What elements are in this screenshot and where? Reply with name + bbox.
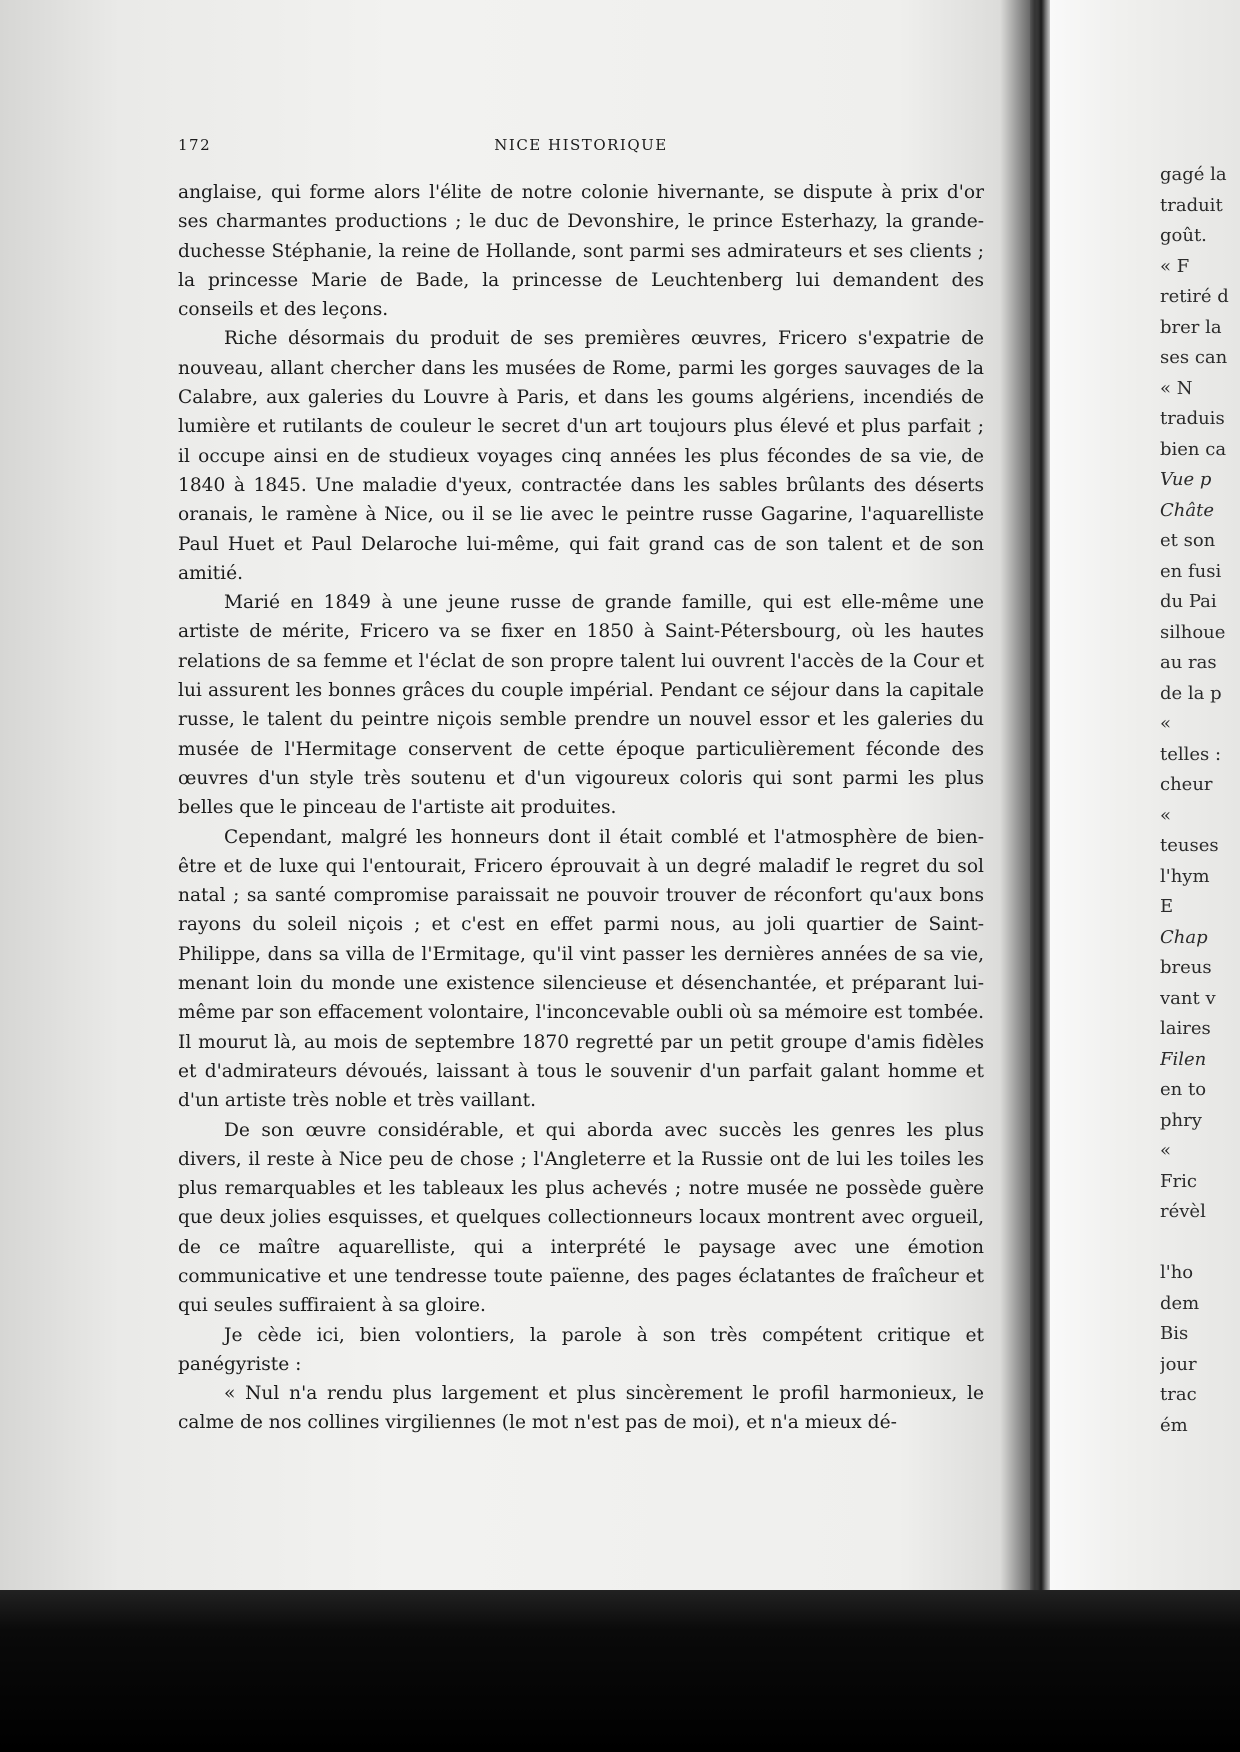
facing-page-line: teuses [1160, 835, 1219, 856]
facing-page-line: bien ca [1160, 438, 1227, 460]
facing-page-line [1160, 1228, 1240, 1259]
paragraph: Cependant, malgré les honneurs dont il était comblé et l'atmosphère de bien-être et de luxe qui l'entourait, Fricero éprouvait à un degré maladif le regret du sol natal ; sa santé compromise paraissait ne pouvoir trouver de réconfort qu'aux bons rayons du soleil niçois ; et c'est en effet parmi nous, au joli quartier de Saint-Philippe, dans sa villa de l'Ermitage, qu'il vint passer les dernières années de sa vie, menant loin du monde une existence silencieuse et désenchantée, et préparant lui-même par son effacement volontaire, l'inconcevable oubli où sa mémoire est tombée. Il mourut là, au mois de septembre 1870 regretté par un petit groupe d'amis fidèles et d'admirateurs dévoués, laissant à tous le souvenir d'un parfait galant homme et d'un artiste très noble et très vaillant. [178, 826, 984, 1112]
book-page [178, 136, 984, 1438]
facing-page-line: Chap [1160, 926, 1208, 948]
facing-page-line: en to [1160, 1079, 1207, 1100]
paragraph: anglaise, qui forme alors l'élite de notre colonie hivernante, se dispute à prix d'or ses charmantes productions ; le duc de Devonshire, le prince Esterhazy, la grande-duchesse Stéphanie, la reine de Hollande, sont parmi ses admirateurs et ses clients ; la princesse Marie de Bade, la princesse de Leuchtenberg lui demandent des conseils et des leçons. [178, 182, 984, 321]
facing-page-line: en fusi [1160, 560, 1222, 582]
facing-page-line: au ras [1160, 652, 1217, 673]
facing-page-line: traduis [1160, 408, 1225, 429]
facing-page-line: l'hym [1160, 865, 1210, 887]
facing-page-line: « N [1160, 377, 1193, 399]
facing-page-line: goût. [1160, 225, 1207, 246]
facing-page-line: et son [1160, 530, 1216, 551]
book-gutter [1030, 0, 1050, 1600]
facing-page-line: trac [1160, 1384, 1197, 1405]
facing-page-line: Vue p [1160, 469, 1212, 490]
facing-page-line: « [1160, 1140, 1172, 1161]
scan-edge-shadow [0, 1590, 1240, 1752]
paragraph: De son œuvre considérable, et qui aborda avec succès les genres les plus divers, il reste à Nice peu de chose ; l'Angleterre et la Russie ont de lui les toiles les plus remarquables et les tableaux les plus achevés ; notre musée ne possède guère que deux jolies esquisses, et quelques collectionneurs locaux montrent avec orgueil, de ce maître aquarelliste, qui a interprété le paysage avec une émotion communicative et une tendresse toute païenne, des pages éclatantes de fraîcheur et qui seules suffiraient à sa gloire. [178, 1119, 984, 1317]
quotation-paragraph: « Nul n'a rendu plus largement et plus sincèrement le profil harmonieux, le calme de nos collines virgiliennes (le mot n'est pas de moi), et n'a mieux dé- [178, 1383, 984, 1434]
facing-page-line: jour [1160, 1353, 1197, 1375]
facing-page-line: du Pai [1160, 591, 1217, 612]
facing-page-fragment [1160, 160, 1240, 1441]
facing-page-line: laires [1160, 1018, 1211, 1039]
facing-page-line: silhoue [1160, 621, 1226, 643]
facing-page-line: Bis [1160, 1323, 1189, 1344]
facing-page-line: ses can [1160, 347, 1228, 368]
facing-page-line: Fric [1160, 1170, 1197, 1192]
page-number: 172 [178, 136, 212, 154]
facing-page-line: cheur [1160, 774, 1213, 795]
facing-page-line: retiré d [1160, 286, 1229, 307]
facing-page-line: « F [1160, 255, 1190, 277]
facing-page-line: dem [1160, 1292, 1200, 1314]
facing-page-line: E [1160, 896, 1174, 917]
facing-page-line: ém [1160, 1414, 1188, 1436]
facing-page-line: phry [1160, 1109, 1202, 1131]
facing-page-line: « [1160, 713, 1172, 734]
running-head [178, 136, 984, 164]
facing-page-line: gagé la [1160, 164, 1227, 185]
facing-page-line: révèl [1160, 1201, 1206, 1222]
facing-page-line: traduit [1160, 194, 1223, 216]
facing-page-line: vant v [1160, 987, 1216, 1009]
facing-page-line: Filen [1160, 1048, 1207, 1070]
facing-page-line: Châte [1160, 499, 1214, 521]
facing-page-line: « [1160, 804, 1172, 826]
paragraph: Je cède ici, bien volontiers, la parole à son très compétent critique et panégyriste : [178, 1324, 984, 1375]
running-title: NICE HISTORIQUE [494, 136, 668, 154]
paragraph: Riche désormais du produit de ses premières œuvres, Fricero s'expatrie de nouveau, allant chercher dans les musées de Rome, parmi les gorges sauvages de la Calabre, aux galeries du Louvre à Paris, et dans les goums algériens, incendiés de lumière et rutilants de couleur le secret d'un art toujours plus élevé et plus parfait ; il occupe ainsi en de studieux voyages cinq années les plus fécondes de sa vie, de 1840 à 1845. Une maladie d'yeux, contractée dans les sables brûlants des déserts oranais, le ramène à Nice, ou il se lie avec le peintre russe Gagarine, l'aquarelliste Paul Huet et Paul Delaroche lui-même, qui fait grand cas de son talent et de son amitié. [178, 328, 984, 584]
facing-page-line: de la p [1160, 682, 1222, 704]
paragraph: Marié en 1849 à une jeune russe de grande famille, qui est elle-même une artiste de mérite, Fricero va se fixer en 1850 à Saint-Pétersbourg, où les hautes relations de sa femme et l'éclat de son propre talent lui ouvrent l'accès de la Cour et lui assurent les bonnes grâces du couple impérial. Pendant ce séjour dans la capitale russe, le talent du peintre niçois semble prendre un nouvel essor et les galeries du musée de l'Hermitage conservent de cette époque particulièrement féconde des œuvres d'un style très soutenu et d'un vigoureux coloris qui sont parmi les plus belles que le pinceau de l'artiste ait produites. [178, 592, 984, 819]
facing-page-line: brer la [1160, 316, 1222, 338]
facing-page-line: telles : [1160, 743, 1222, 765]
facing-page-line: l'ho [1160, 1262, 1194, 1283]
facing-page-line: breus [1160, 957, 1212, 978]
